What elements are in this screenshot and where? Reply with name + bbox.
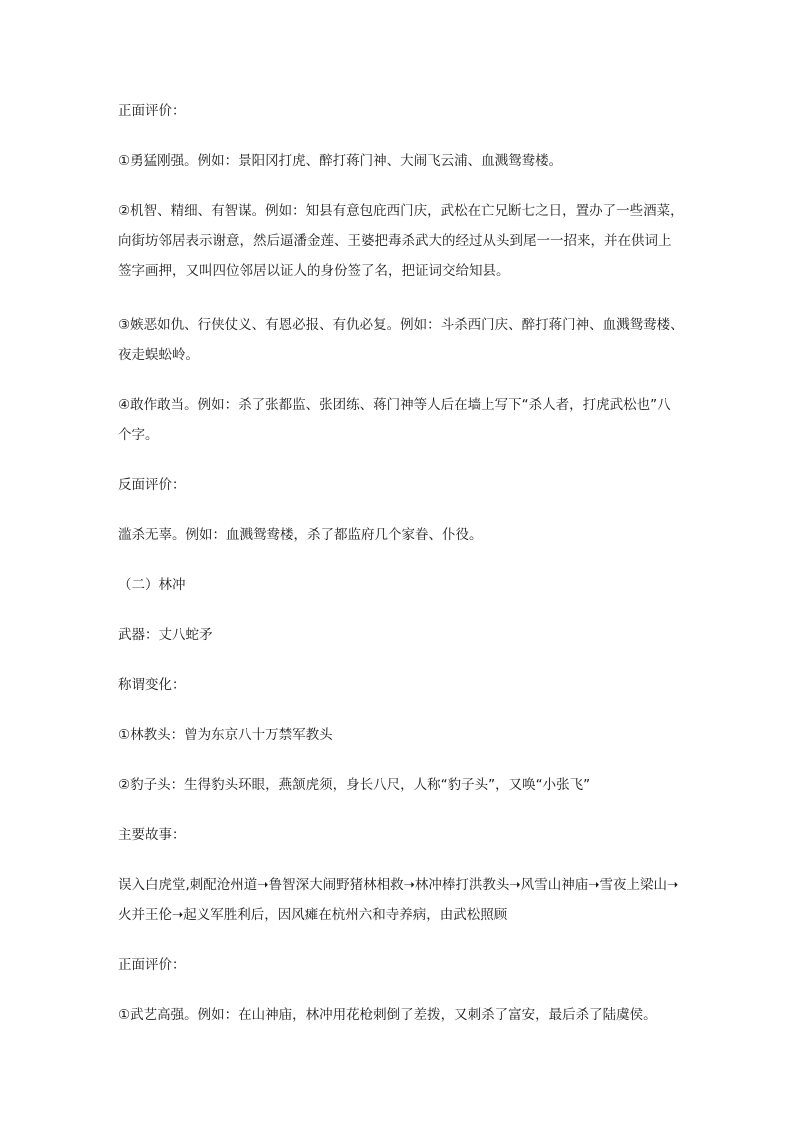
paragraph-martial-skill: ①武艺高强。例如：在山神庙，林冲用花枪刺倒了差拨，又刺杀了富安，最后杀了陆虞侯。 [118, 1007, 657, 1023]
paragraph-justice: ③嫉恶如仇、行侠仗义、有恩必报、有仇必复。例如：斗杀西门庆、醉打蒋门神、血溅鸳鸯楼、夜走蜈蚣岭。 [118, 317, 684, 363]
paragraph-clever: ②机智、精细、有智谋。例如：知县有意包庇西门庆，武松在亡兄断七之日，置办了一些酒菜，向街坊邻居表示谢意，然后逼潘金莲、王婆把毒杀武大的经过从头到尾一一招来，并在供词上签字画押，又叫四位邻居以证人的身份签了名，把证词交给知县。 [118, 203, 684, 279]
heading-main-stories: 主要故事： [118, 827, 186, 843]
heading-negative-evaluation: 反面评价： [118, 477, 186, 493]
paragraph-leopard-head: ②豹子头：生得豹头环眼，燕颔虎须，身长八尺，人称“豹子头”，又唤“小张飞” [118, 777, 591, 793]
paragraph-responsible: ④敢作敢当。例如：杀了张都监、张团练、蒋门神等人后在墙上写下“杀人者，打虎武松也”八个字。 [118, 397, 671, 443]
paragraph-weapon: 武器：丈八蛇矛 [118, 627, 213, 643]
paragraph-instructor: ①林教头：曾为东京八十万禁军教头 [118, 727, 333, 743]
heading-positive-evaluation-2: 正面评价： [118, 957, 186, 973]
paragraph-brave: ①勇猛刚强。例如：景阳冈打虎、醉打蒋门神、大闹飞云浦、血溅鸳鸯楼。 [118, 153, 563, 169]
heading-title-changes: 称谓变化： [118, 677, 186, 693]
heading-positive-evaluation-1: 正面评价： [118, 103, 186, 119]
paragraph-indiscriminate-killing: 滥杀无辜。例如：血溅鸳鸯楼，杀了都监府几个家眷、仆役。 [118, 527, 483, 543]
section-heading-lin-chong: （二）林冲 [118, 577, 186, 593]
paragraph-story-sequence: 误入白虎堂,刺配沧州道➝鲁智深大闹野猪林相救➝林冲棒打洪教头➝风雪山神庙➝雪夜上梁山➝火并王伦➝起义军胜利后，因风瘫在杭州六和寺养病，由武松照顾 [118, 877, 679, 923]
